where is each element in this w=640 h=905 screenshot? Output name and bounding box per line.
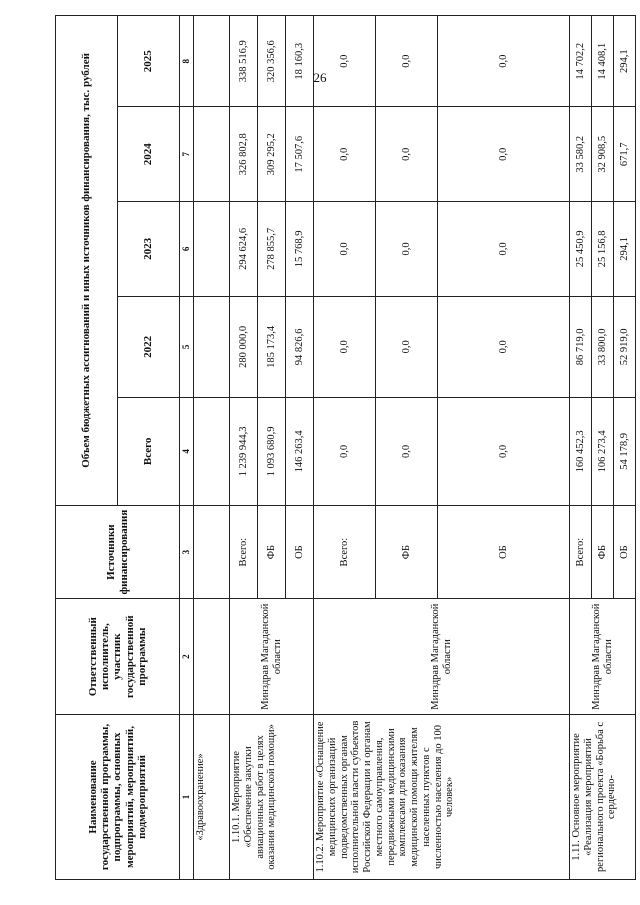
value-2023: 25 156,8	[592, 202, 614, 297]
value-2023: 25 450,9	[570, 202, 592, 297]
header-2025: 2025	[118, 16, 180, 107]
funding-source: ОБ	[438, 505, 570, 599]
value-2023: 0,0	[314, 202, 376, 297]
value-2022: 86 719,0	[570, 296, 592, 397]
value-2022: 280 000,0	[230, 296, 258, 397]
page-number: 26	[313, 70, 327, 85]
value-2024: 0,0	[314, 107, 376, 202]
value-total: 0,0	[314, 397, 376, 505]
value-2023: 278 855,7	[258, 202, 286, 297]
header-2022: 2022	[118, 296, 180, 397]
value-2025: 0,0	[314, 16, 376, 107]
rotated-page	[55, 15, 630, 880]
funding-source: Всего:	[570, 505, 592, 599]
program-continuation: «Здравоохранение»	[194, 714, 230, 879]
value-2025: 0,0	[376, 16, 438, 107]
funding-source: ОБ	[614, 505, 636, 599]
funding-source: Всего:	[230, 505, 258, 599]
value-total: 1 093 680,9	[258, 397, 286, 505]
value-2022: 94 826,6	[286, 296, 314, 397]
value-2025: 320 356,6	[258, 16, 286, 107]
value-2025: 294,1	[614, 16, 636, 107]
value-2022: 185 173,4	[258, 296, 286, 397]
value-2022: 52 919,0	[614, 296, 636, 397]
value-2025: 14 408,1	[592, 16, 614, 107]
value-2022: 0,0	[438, 296, 570, 397]
value-2024: 0,0	[376, 107, 438, 202]
column-number: 7	[180, 107, 194, 202]
row-executor: Минздрав Магаданской области	[314, 599, 570, 715]
value-total: 106 273,4	[592, 397, 614, 505]
value-total: 0,0	[438, 397, 570, 505]
header-2023: 2023	[118, 202, 180, 297]
header-total: Всего	[118, 397, 180, 505]
header-funding-group: Объем бюджетных ассигнований и иных источников финансирования, тыс. рублей	[56, 16, 118, 506]
value-2024: 17 507,6	[286, 107, 314, 202]
row-executor: Минздрав Магаданской области	[570, 599, 636, 715]
header-program-name: Наименование государственной программы, подпрограммы, основных мероприятий, мероприятий, подмероприятий	[56, 714, 180, 879]
funding-source: Всего:	[314, 505, 376, 599]
value-2023: 294 624,6	[230, 202, 258, 297]
value-2024: 0,0	[438, 107, 570, 202]
value-2024: 33 580,2	[570, 107, 592, 202]
value-2024: 326 802,8	[230, 107, 258, 202]
value-2023: 294,1	[614, 202, 636, 297]
value-total: 160 452,3	[570, 397, 592, 505]
column-number: 8	[180, 16, 194, 107]
value-total: 0,0	[376, 397, 438, 505]
column-number: 5	[180, 296, 194, 397]
funding-source: ФБ	[376, 505, 438, 599]
value-total: 146 263,4	[286, 397, 314, 505]
column-number: 3	[180, 505, 194, 599]
value-total: 1 239 944,3	[230, 397, 258, 505]
column-number: 4	[180, 397, 194, 505]
row-name: 1.11. Основное мероприятие «Реализация мероприятий регионального проекта «Борьба с сердечно-	[570, 714, 636, 879]
funding-source: ФБ	[258, 505, 286, 599]
funding-source: ОБ	[286, 505, 314, 599]
value-2023: 0,0	[438, 202, 570, 297]
funding-source: ФБ	[592, 505, 614, 599]
row-name: 1.10.1. Мероприятие «Обеспечение закупки авиационных работ в целях оказания медицинской помощи»	[230, 714, 314, 879]
value-2025: 18 160,3	[286, 16, 314, 107]
header-executor: Ответственный исполнитель, участник государственной программы	[56, 599, 180, 715]
column-number: 2	[180, 599, 194, 715]
value-2024: 32 908,5	[592, 107, 614, 202]
value-2025: 0,0	[438, 16, 570, 107]
header-funding-source: Источники финансирования	[56, 505, 180, 599]
value-2024: 309 295,2	[258, 107, 286, 202]
funding-table	[55, 15, 636, 880]
row-name: 1.10.2. Мероприятие «Оснащение медицинских организаций подведомственных органам исполнительной власти субъектов Российской Федерации и органам местного самоуправления, передвижными медицинскими комплексами для оказания медицинской помощи жителям населенных пунктов с численностью населения до 100 человек»	[314, 714, 570, 879]
value-2025: 14 702,2	[570, 16, 592, 107]
header-2024: 2024	[118, 107, 180, 202]
value-2022: 33 800,0	[592, 296, 614, 397]
value-2022: 0,0	[376, 296, 438, 397]
value-2025: 338 516,9	[230, 16, 258, 107]
value-2024: 671,7	[614, 107, 636, 202]
column-number: 1	[180, 714, 194, 879]
value-2023: 0,0	[376, 202, 438, 297]
value-2023: 15 768,9	[286, 202, 314, 297]
value-2022: 0,0	[314, 296, 376, 397]
value-total: 54 178,9	[614, 397, 636, 505]
column-number: 6	[180, 202, 194, 297]
row-executor: Минздрав Магаданской области	[230, 599, 314, 715]
